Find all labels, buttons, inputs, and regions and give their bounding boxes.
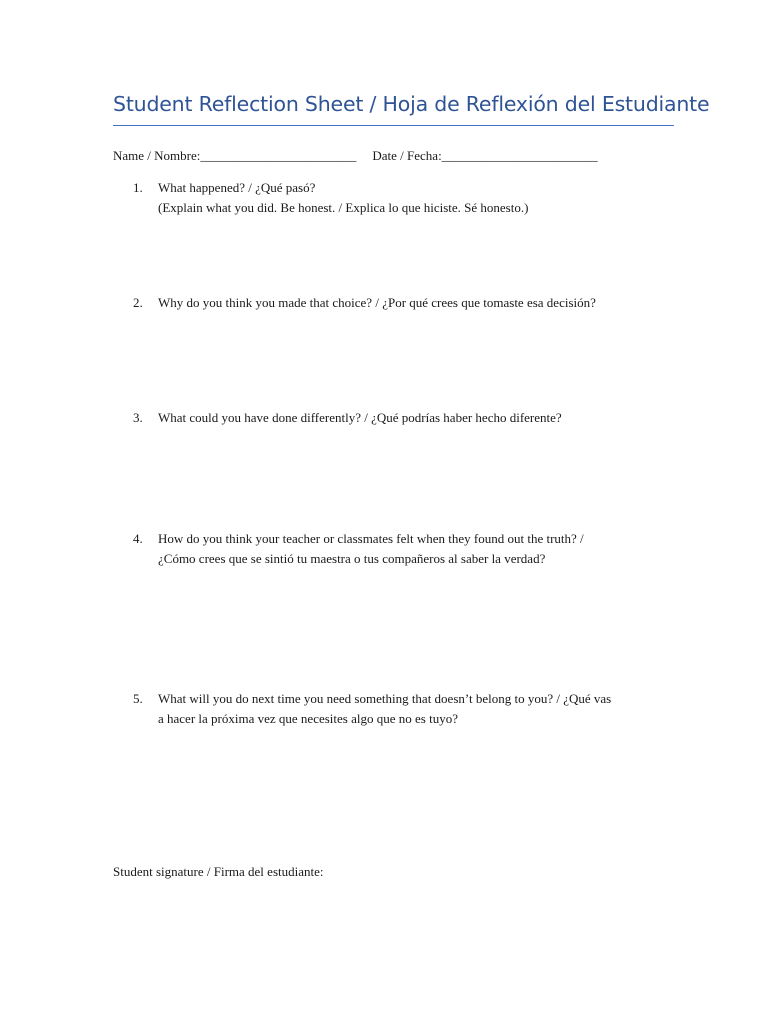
question-number: 4. [133, 531, 143, 546]
name-field[interactable]: Name / Nombre:________________________ [113, 148, 357, 163]
question-line: ¿Cómo crees que se sintió tu maestra o tus compañeros al saber la verdad? [158, 551, 546, 566]
question-number: 3. [133, 410, 143, 425]
question-text [158, 689, 611, 729]
question-line: What could you have done differently? / ¿Qué podrías haber hecho diferente? [158, 410, 562, 425]
question-number: 1. [133, 180, 143, 195]
question-line: How do you think your teacher or classmates felt when they found out the truth? / [158, 531, 584, 546]
name-date-row [113, 146, 598, 166]
question-number: 5. [133, 691, 143, 706]
question-text [158, 529, 584, 569]
date-field[interactable]: Date / Fecha:________________________ [372, 148, 598, 163]
question-line: Why do you think you made that choice? / ¿Por qué crees que tomaste esa decisión? [158, 295, 596, 310]
question-line: (Explain what you did. Be honest. / Explica lo que hiciste. Sé honesto.) [158, 200, 529, 215]
question-line: What will you do next time you need something that doesn’t belong to you? / ¿Qué vas [158, 691, 612, 706]
page-title: Student Reflection Sheet / Hoja de Reflexión del Estudiante [113, 92, 710, 116]
question-text [158, 408, 562, 428]
student-signature-label: Student signature / Firma del estudiante: [113, 864, 324, 879]
question-text [158, 178, 528, 218]
title-underline [113, 125, 674, 126]
question-line: a hacer la próxima vez que necesites algo que no es tuyo? [158, 711, 458, 726]
question-line: What happened? / ¿Qué pasó? [158, 180, 316, 195]
question-text [158, 293, 596, 313]
question-number: 2. [133, 295, 143, 310]
